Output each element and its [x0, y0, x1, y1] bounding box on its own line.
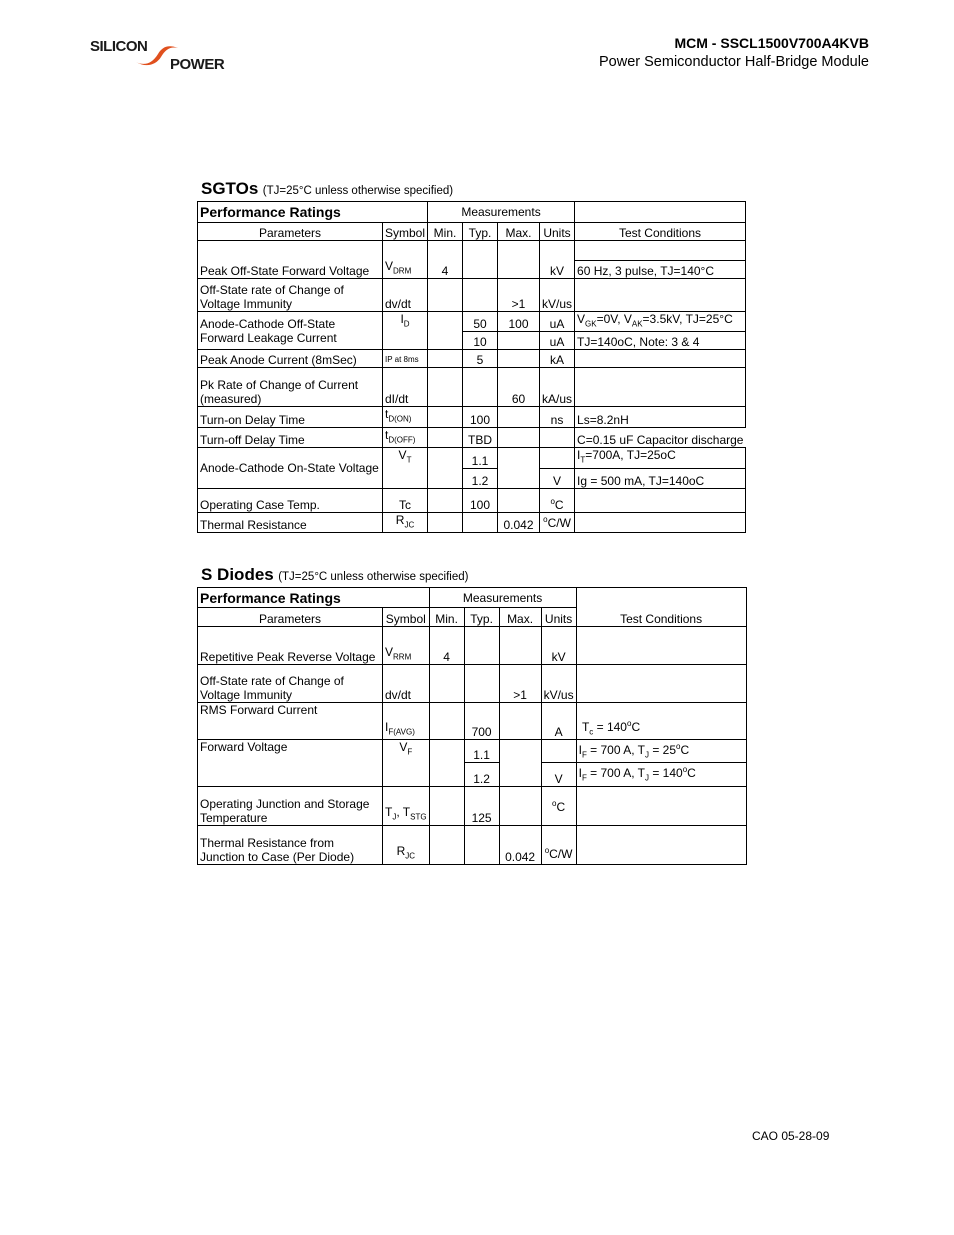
- document-code: CAO 05-28-09: [752, 1129, 830, 1143]
- logo-text-power: POWER: [170, 56, 225, 73]
- sgto-title: SGTOs: [201, 179, 259, 198]
- diode-note: (TJ=25°C unless otherwise specified): [278, 571, 469, 583]
- table-row: Operating Case Temp. Tc 100 $^o$C: [198, 488, 746, 512]
- logo-text-silicon: SILICON: [90, 38, 148, 55]
- table-row: Thermal Resistance $R_{JC}$ 0.042 $^o$C/W: [198, 512, 746, 532]
- diode-title: S Diodes: [201, 565, 274, 584]
- diode-ratings-table: Performance Ratings Measurements Test Conditions Parameters Symbol Min. Typ. Max. Units Repetitive Peak Reverse Voltage $V_{RRM}$ 4 kV Off-State rate of Change of Voltage Immunity dv/dt >1 kV/us RMS Forward Current $I_{F(AVG)}$ 700 A $T_c = 140^oC$ Forward Voltage $V_F$ 1.1 $I_F = 700$ A, $T_J = 25^oC$ 1.2 V $I_F = 700$ A, $T_J = 140^oC$ Operating Junction and Storage Temperature $T_J$, $T_{STG}$ 125 $^o$C Thermal Resistance from Junction to Case (Per Diode) $R_{JC}$ 0.042 $^o$C/W: [197, 587, 747, 865]
- sgto-section-title: [201, 179, 453, 199]
- table-header-row: [198, 202, 746, 223]
- module-description: Power Semiconductor Half-Bridge Module: [599, 54, 869, 70]
- model-number: MCM - SSCL1500V700A4KVB: [674, 35, 869, 51]
- col-parameters: Parameters: [198, 223, 383, 241]
- table-row: Anode-Cathode Off-State Forward Leakage Current $I_D$ 50 100 uA $V_{GK}=0V$, $V_{AK}=3.5kV$, TJ=25°C: [198, 312, 746, 332]
- table-row: Thermal Resistance from Junction to Case (Per Diode) $R_{JC}$ 0.042 $^o$C/W: [198, 825, 747, 864]
- col-units: Units: [541, 608, 576, 627]
- col-test-conditions: Test Conditions: [576, 588, 746, 627]
- table-row: Turn-off Delay Time $t_{D(OFF)}$ TBD C=0.15 uF Capacitor discharge: [198, 427, 746, 447]
- sgto-ratings-table: Performance Ratings Measurements Parameters Symbol Min. Typ. Max. Units Test Conditions Peak Off-State Forward Voltage $V_{DRM}$ 4 kV 60 Hz, 3 pulse, TJ=140°C Off-State rate of Change of Voltage Immunity dv/dt >1 kV/us Anode-Cathode Off-State Forward Leakage Current $I_D$ 50 100 uA $V_{GK}=0V$, $V_{AK}=3.5kV$, TJ=25°C 10 uA TJ=140oC, Note: 3 & 4 Peak Anode Current (8mSec) IP at 8ms 5 kA Pk Rate of Change of Current (measured) dI/dt 60 kA/us Turn-on Delay Time $t_{D(ON)}$ 100 ns Ls=8.2nH Turn-off Delay Time $t_{D(OFF)}$ TBD C=0.15 uF Capacitor discharge Anode-Cathode On-State Voltage $V_T$ 1.1 $I_T=700A$, TJ=25oC 1.2 V Ig = 500 mA, TJ=140oC Operating Case Temp. Tc 100 $^o$C Thermal Resistance $R_{JC}$ 0.042 $^o$C/W: [197, 201, 746, 533]
- col-max: Max.: [498, 223, 540, 241]
- table-row: RMS Forward Current $I_{F(AVG)}$ 700 A $T_c = 140^oC$: [198, 703, 747, 740]
- diode-section-title: [201, 565, 468, 585]
- silicon-power-logo: [88, 36, 238, 76]
- table-row: Operating Junction and Storage Temperature $T_J$, $T_{STG}$ 125 $^o$C: [198, 786, 747, 825]
- table-row: Forward Voltage $V_F$ 1.1 $I_F = 700$ A, $T_J = 25^oC$: [198, 740, 747, 763]
- col-max: Max.: [499, 608, 541, 627]
- col-min: Min.: [428, 223, 463, 241]
- col-units: Units: [540, 223, 575, 241]
- col-symbol: Symbol: [383, 223, 428, 241]
- col-parameters: Parameters: [198, 608, 383, 627]
- table-header-row: [198, 588, 747, 608]
- measurements-label: Measurements: [429, 588, 576, 608]
- measurements-label: Measurements: [428, 202, 575, 223]
- performance-ratings-label: Performance Ratings: [198, 202, 428, 223]
- table-row: Peak Anode Current (8mSec) IP at 8ms 5 kA: [198, 350, 746, 368]
- col-min: Min.: [429, 608, 464, 627]
- table-row: Off-State rate of Change of Voltage Immunity dv/dt >1 kV/us: [198, 665, 747, 703]
- table-row: Peak Off-State Forward Voltage $V_{DRM}$ 4 kV: [198, 241, 746, 261]
- table-row: Turn-on Delay Time $t_{D(ON)}$ 100 ns Ls=8.2nH: [198, 407, 746, 427]
- performance-ratings-label: Performance Ratings: [198, 588, 430, 608]
- sgto-note: (TJ=25°C unless otherwise specified): [262, 185, 454, 197]
- col-typ: Typ.: [464, 608, 499, 627]
- table-row: Anode-Cathode On-State Voltage $V_T$ 1.1 $I_T=700A$, TJ=25oC: [198, 448, 746, 468]
- table-row: Off-State rate of Change of Voltage Immunity dv/dt >1 kV/us: [198, 279, 746, 312]
- table-row: Pk Rate of Change of Current (measured) dI/dt 60 kA/us: [198, 368, 746, 407]
- col-test-conditions: Test Conditions: [575, 223, 746, 241]
- column-header-row: [198, 223, 746, 241]
- col-typ: Typ.: [463, 223, 498, 241]
- table-row: Repetitive Peak Reverse Voltage $V_{RRM}$ 4 kV: [198, 627, 747, 665]
- col-symbol: Symbol: [383, 608, 430, 627]
